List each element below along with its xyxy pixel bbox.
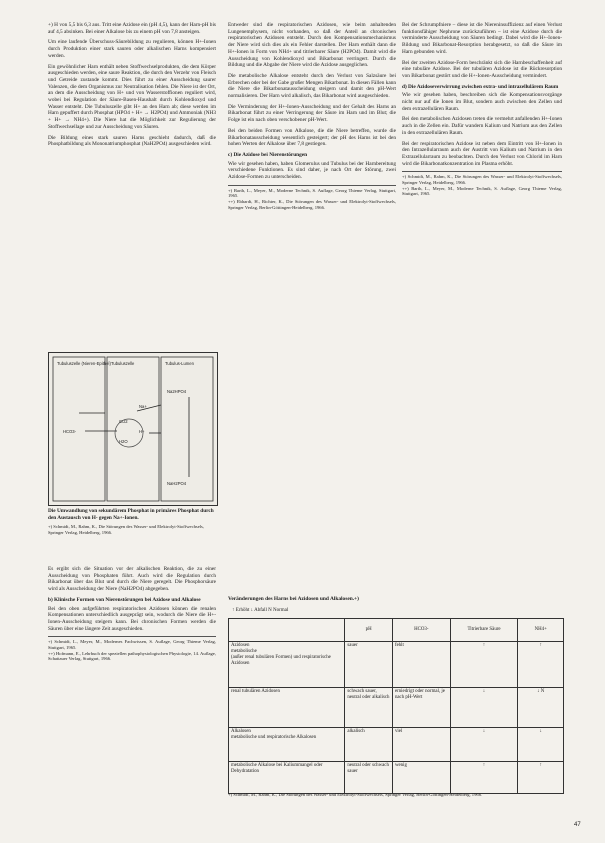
paragraph: Ein gewöhnlicher Harn enthält neben Stoffwechselprodukten, die dem Körper ausgeschieden werden, eine saure Reaktion, die durch den Verzehr von Fleisch und Getreide zustande kommt. Dies führt zu einer Ausscheidung saurer Valenzen, die dem Organismus zur Neutralisation fehlen. Die Niere ist der Ort, an dem die Ausscheidung von H+ und von Wasserstoffionen reguliert wird, wobei bei Regulation der Säure-Basen-Haushalt durch Kohlendioxyd und Wasser entsteht. Die Tubuluszelle gibt H+ an den Harn ab; diese werden im Harn gepuffert durch Phosphat (HPO4 + H+ → H2PO4) und Ammoniak (NH3 + H+ → NH4+). Die Niere hat die Möglichkeit zur Regulierung der Stoffwechsellage und zur Ausscheidung von Säuren.	[48, 63, 216, 130]
table-row	[229, 728, 564, 762]
lumen-compartment	[161, 357, 213, 501]
table-row	[229, 642, 564, 688]
column-2-text	[228, 22, 396, 210]
paragraph: Die Verminderung der H+-Ionen-Ausscheidung und der Gehalt des Harns an Bikarbonat führt zu einer Verringerung der Säure im Harn und im Blut; die Folge ist ein nach oben verschobener pH-Wert.	[228, 103, 396, 124]
cell-compartment	[107, 357, 159, 501]
table-cell: fehlt	[392, 642, 450, 688]
paragraph: Die metabolische Alkalose entsteht durch den Verlust von Salzsäure bei Erbrechen oder bei der Gabe großer Mengen Bikarbonat. In diesen Fällen kann die Niere die Bikarbonatausscheidung steigern und damit den pH-Wert normalisieren. Der Harn wird alkalisch, das Bikarbonat wird ausgeschieden.	[228, 72, 396, 100]
label-middle: Tubuluszelle	[111, 361, 135, 366]
table-legend: ↑ Erhöht ↓ Abfall N Normal	[232, 608, 289, 613]
paragraph: Es ergibt sich die Situation vor der alkalischen Reaktion, die zu einer Ausscheidung von Phosphaten führt. Auch wird die Regulation durch Bikarbonat über das Blut und durch die Niere geregelt. Die Phosphorsäure wird als Ausscheidung der Niere (NaH2PO4) abgegeben.	[48, 566, 216, 593]
urine-changes-table	[228, 618, 564, 794]
table-header-row	[229, 619, 564, 642]
footnote: ++) Barth, L., Meyer, M., Moderne Technik, S. Auflage, Georg Thieme Verlag, Stuttgart, 1965.	[402, 185, 562, 197]
table-title: Veränderungen des Harns bei Azidosen und Alkalosen.+)	[228, 596, 359, 602]
paragraph: Wie wir gesehen haben, beschreiben sich die Kompensationsvorgänge nicht nur auf die Ionen im Blut, sondern auch zwischen den Zellen und dem extrazellulären Raum.	[402, 92, 562, 112]
table-header: Titrierbare Säure	[450, 619, 518, 642]
table-cell: ↑	[518, 642, 564, 688]
page-number: 47	[574, 822, 581, 828]
table-cell: schwach sauer, neutral oder alkalisch	[345, 688, 393, 728]
label-hco3: HCO3-	[63, 429, 77, 434]
blood-compartment	[53, 357, 105, 501]
table-cell: wenig	[392, 762, 450, 794]
footnotes	[402, 171, 562, 196]
table-cell: Alkalosen metabolische und respiratorische Alkalosen	[229, 728, 345, 762]
table-cell: metabolische Alkalose bei Kaliummangel oder Dehydratation	[229, 762, 345, 794]
column-1-lower-text	[48, 566, 216, 662]
label-co2: CO2	[119, 419, 128, 424]
footnote: ++) Hofmann, E., Lehrbuch der speziellen pathophysiologischen Physiologie, 14. Auflage, Schattauer Verlag, Stuttgart, 1966.	[48, 650, 216, 662]
table-cell: sauer	[345, 642, 393, 688]
paragraph: Entweder sind die respiratorischen Azidosen, wie beim anhaltenden Lungenemphysem, nicht vorhanden, so daß der Anteil an chronischen respiratorischen Azidosen entsteht. Durch den Kompensationsmechanismus der Niere wird sich dies als ein Fehler darstellen. Der Harn enthält dann die H+-Ionen in Form von NH4+ und titrierbarer Säure (H2PO4). Damit wird die Ausscheidung von Kohlendioxyd und Bikarbonat verringert. Durch die Bildung und die Abgabe der Niere wird die Azidose ausgeglichen.	[228, 22, 396, 69]
table-cell: erniedrigt oder normal, je nach pH-Wert	[392, 688, 450, 728]
table-cell: viel	[392, 728, 450, 762]
paragraph: Bei den beiden Formen von Alkalose, die die Niere betreffen, wurde die Bikarbonatausscheidung wesentlich gesteigert; der pH des Harns ist bei den hohen Werten der Alkalose über 7,8 gestiegen.	[228, 127, 396, 148]
section-heading: b) Klinische Formen von Nierenstörungen bei Azidose und Alkalose	[48, 596, 201, 603]
label-na: Na+	[139, 404, 147, 409]
footnote: ++) Ebhardt, H., Richter, K., Die Störungen des Wasser- und Elektrolyt-Stoffwechsels, Springer Verlag, Berlin-Göttingen-Heidelberg, 1966.	[228, 198, 396, 210]
footnote: +) Schmidt, M., Rahm, K., Die Störungen des Wasser- und Elektrolyt-Stoffwechsels, Springer Verlag, Heidelberg, 1966.	[402, 174, 562, 185]
table-footnote: +) Schmidt, M., Rahm, K., Die Störungen des Wasser- und Elektrolyt-Stoffwechsels, Springer Verlag, Berlin-Göttingen-Heidelberg, 1966.	[228, 792, 483, 797]
table-cell: neutral oder schwach sauer	[345, 762, 393, 794]
table-cell: alkalisch	[345, 728, 393, 762]
table-header: NH4+	[518, 619, 564, 642]
paragraph: Bei der Schrumpfniere – diese ist die Niereninsuffizienz auf einen Verlust funktionsfähiger Nephrone zurückzuführen – ist eine Azidose durch die verminderte Ausscheidung von Säuren bedingt. Dabei wird die H+-Ionen-Bildung und Bikarbonat-Resorption herabgesetzt, so daß die Säure im Harn gebunden wird.	[402, 22, 562, 55]
table-row	[229, 688, 564, 728]
table-cell: ↑	[450, 762, 518, 794]
phosphate-exchange-diagram	[48, 352, 218, 506]
label-left: Tubuluszelle (Nieren-Epithel)	[57, 361, 111, 366]
paragraph: Die Bildung eines stark sauren Harns geschieht dadurch, daß die Phosphatbildung als Mononatriumphosphat (NaH2PO4) ausgeschieden wird.	[48, 134, 216, 148]
figure-reference: +) Schmidt, M., Rahm, K., Die Störungen des Wasser- und Elektrolyt-Stoffwechsels, Springer Verlag, Heidelberg, 1966.	[48, 524, 204, 535]
paragraph: Bei den metabolischen Azidosen treten die vermehrt anfallenden H+-Ionen auch in die Zellen ein. Dafür wandern Kalium und Natrium aus den Zellen in den extrazellulären Raum.	[402, 116, 562, 136]
footnote: +) Barth, L., Meyer, M., Moderne Technik, S. Auflage, Georg Thieme Verlag, Stuttgart, 1965.	[228, 187, 396, 199]
label-right: Tubulus-Lumen	[165, 361, 194, 366]
paragraph: Wie wir gesehen haben, haben Glomerulus und Tubulus bei der Harnbereitung verschiedene Funktionen. Es sind daher, je nach Ort der Störung, zwei Azidose-Formen zu unterscheiden.	[228, 160, 396, 181]
table-cell: ↑	[450, 642, 518, 688]
paragraph: Bei der zweiten Azidose-Form beschränkt sich die Harnbeschaffenheit auf eine tubuläre Azidose. Bei der tubulären Azidose ist die Rückresorption von Bikarbonat gestört und die H+-Ionen-Ausscheidung vermindert.	[402, 59, 562, 79]
table-cell: ↓	[450, 728, 518, 762]
table-cell: ↓	[518, 728, 564, 762]
figure-caption: Die Umwandlung von sekundärem Phosphat in primäres Phosphat durch den Austausch von H- gegen Na+-Ionen.	[48, 508, 214, 521]
table-cell: ↓	[450, 688, 518, 728]
table-row	[229, 762, 564, 794]
table-header: HCO3-	[392, 619, 450, 642]
table-cell: ↓ N	[518, 688, 564, 728]
label-na2hpo4: Na2HPO4	[167, 389, 187, 394]
table-cell: Azidosen metabolische (außer renal tubulären Formen) und respiratorische Azidosen	[229, 642, 345, 688]
section-heading: c) Die Azidose bei Nierenstörungen	[228, 151, 308, 158]
paragraph: Bei den oben aufgeführten respiratorischen Azidosen können die renalen Kompensationen unterschiedlich ausgeprägt sein, wodurch die Niere die H+-Ionen-Ausscheidung steigern kann. Bei chronischen Formen werden die Säuren über eine längere Zeit ausgeschieden.	[48, 605, 216, 632]
paragraph: Bei der respiratorischen Azidose ist neben dem Eintritt von H+-Ionen in den Intrazellularraum auch der Austritt von Kalium und Natrium in den Extrazellularraum zu beobachten. Durch den Verlust von Chlorid im Harn wird die Bikarbonatkonzentration im Plasma erhöht.	[402, 140, 562, 167]
section-heading: d) Die Azidoseverwirrung zwischen extra- und intrazellulärem Raum	[402, 83, 559, 90]
footnotes	[48, 636, 216, 661]
table-cell: ↑	[518, 762, 564, 794]
column-3-text	[402, 22, 562, 197]
label-hplus: H+	[139, 429, 145, 434]
column-1-text	[48, 22, 216, 152]
table-cell: renal tubulären Azidosen	[229, 688, 345, 728]
table-header: pH	[345, 619, 393, 642]
paragraph: Um eine laufende Überschuss-Säurebildung zu regulieren, können H+-Ionen durch Produktion einer stark sauren oder alkalischen Harns kompensiert werden.	[48, 39, 216, 59]
footnotes	[228, 185, 396, 210]
paragraph: +) H von 5,5 bis 6,3 aus. Tritt eine Azidose ein (pH 4,5), kann der Harn-pH bis auf 4,5 absinken. Bei einer Alkalose bis zu einem pH von 7,8 ansteigen.	[48, 22, 216, 35]
label-nah2po4: NaH2PO4	[167, 481, 187, 486]
table-header	[229, 619, 345, 642]
label-h2o: H2O	[119, 439, 128, 444]
footnote: +) Schmidt, L., Meyer, M., Modernes Fachwissen, S. Auflage, Georg Thieme Verlag, Stuttgart, 1965.	[48, 639, 216, 650]
